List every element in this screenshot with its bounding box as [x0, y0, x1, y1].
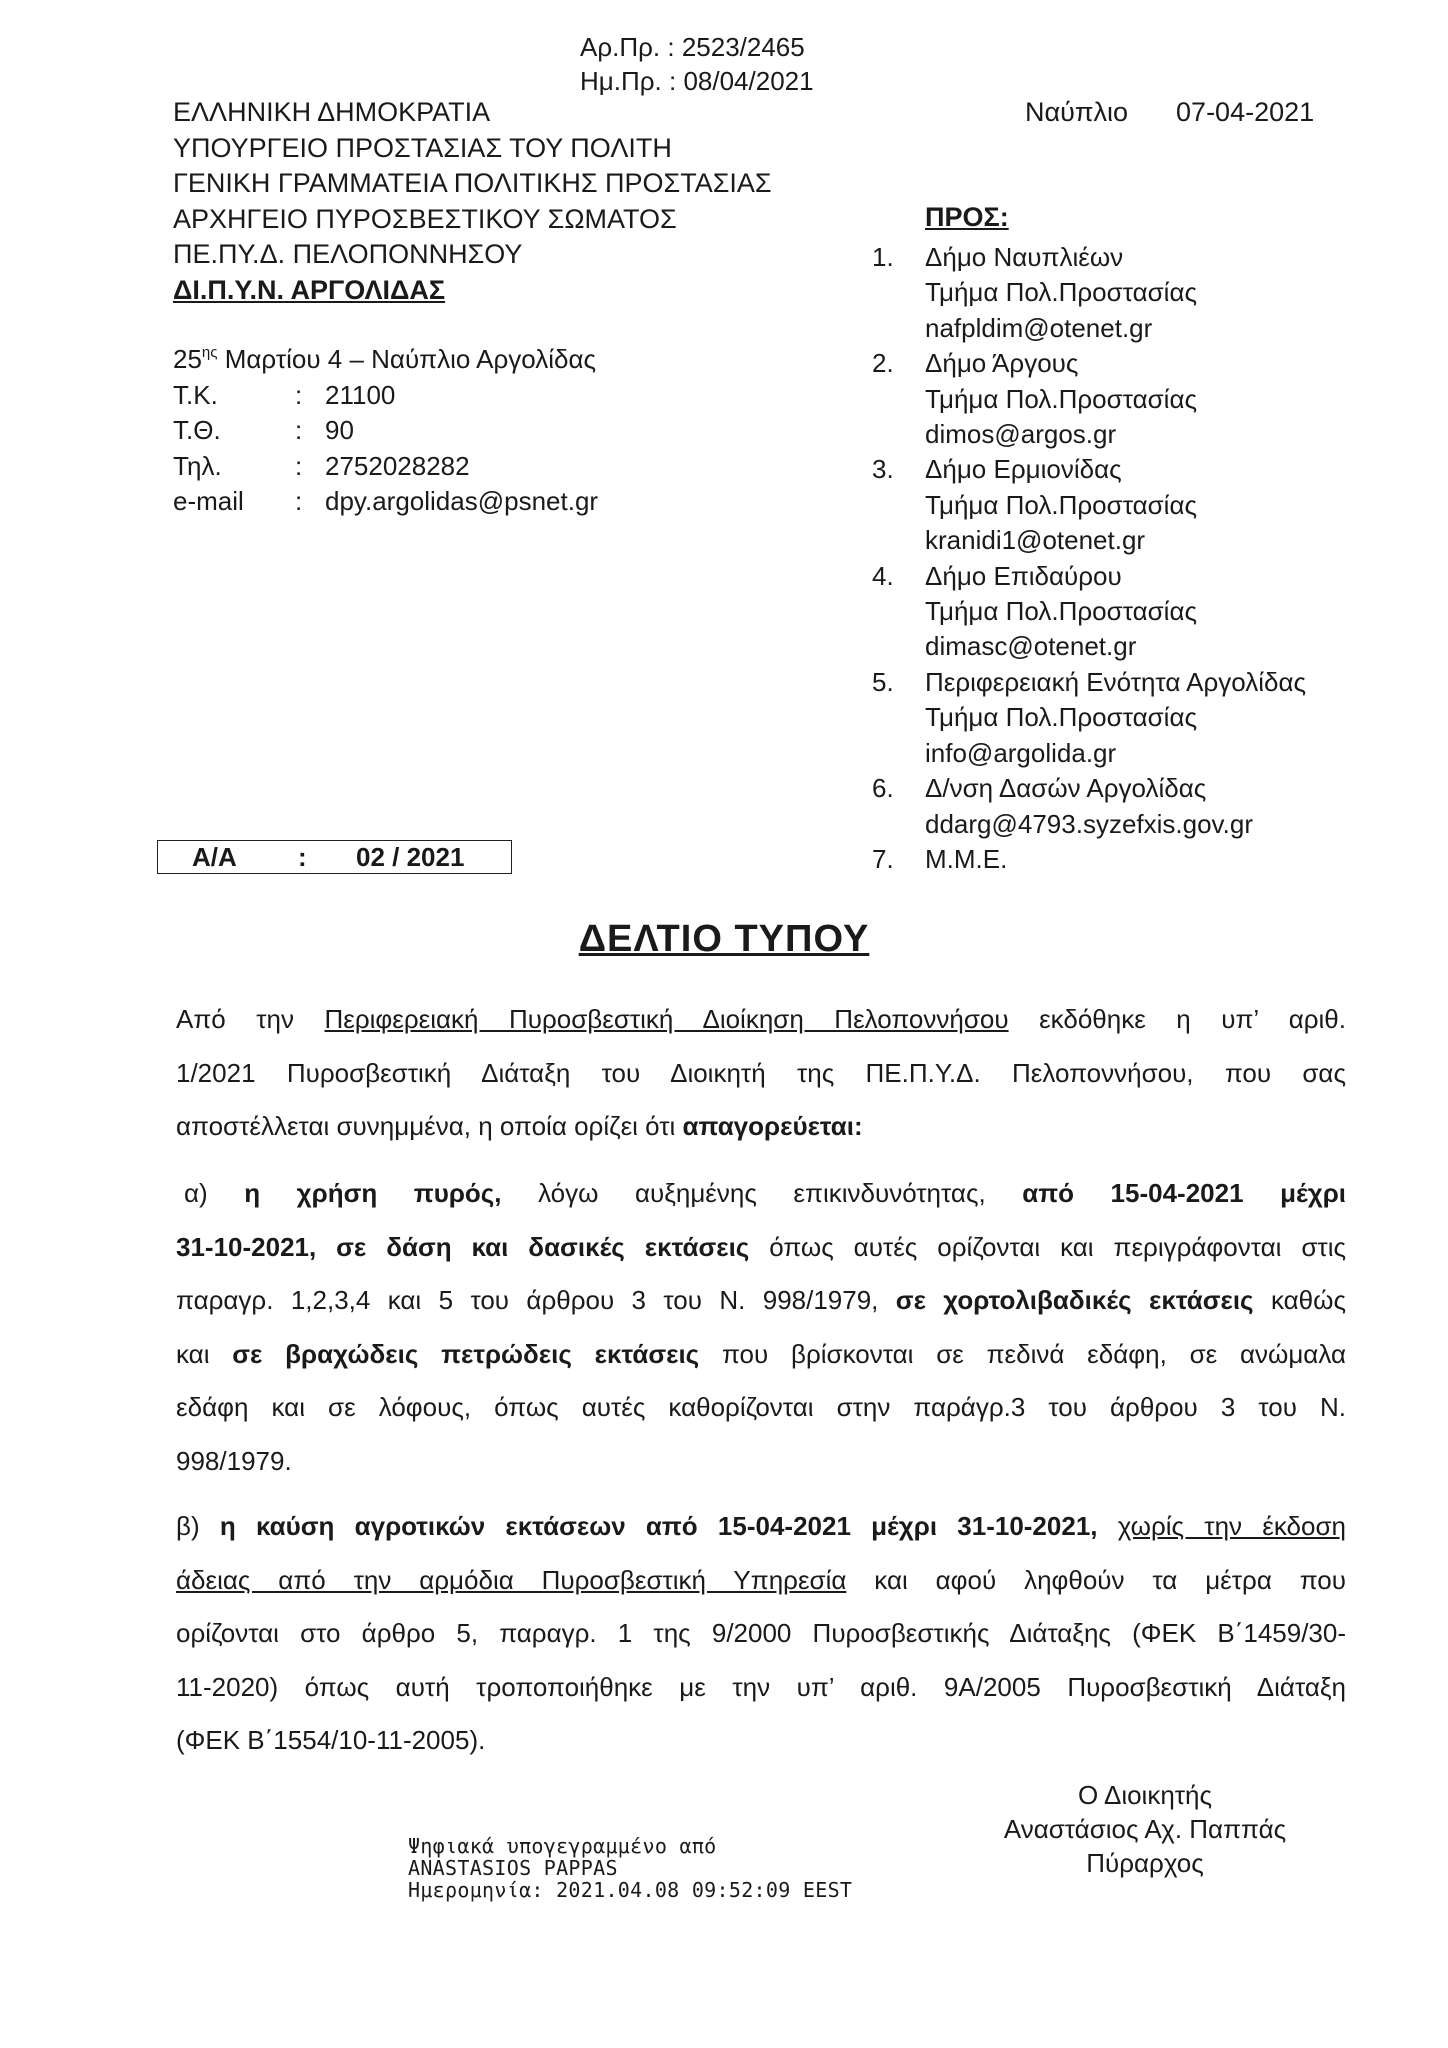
paragraph-b: β) η καύση αγροτικών εκτάσεων από 15-04-2021 μέχρι 31-10-2021, χωρίς την έκδοση άδειας από την αρμόδια Πυροσβεστική Υπηρεσία και αφού ληφθούν τα μέτρα που ορίζονται στο άρθρο 5, παραγρ. 1 της 9/2000 Πυροσβεστικής Διάταξης (ΦΕΚ Β΄1459/30- 11-2020) όπως αυτή τροποποιήθηκε με την υπ’ αριθ. 9Α/2005 Πυροσβεστική Διάταξη (ΦΕΚ Β΄1554/10-11-2005). — [176, 1511, 1346, 1755]
digital-signature-line: Ψηφιακά υπογεγραμμένο από — [408, 1834, 717, 1858]
recipient-item: 1. Δήμο Ναυπλιέων Τμήμα Πολ.Προστασίας nafpldim@otenet.gr — [872, 242, 1198, 343]
recipient-item: 3. Δήμο Ερμιονίδας Τμήμα Πολ.Προστασίας kranidi1@otenet.gr — [872, 454, 1198, 556]
signer-role: Ο Διοικητής — [1077, 1780, 1213, 1810]
recipient-item: 6. Δ/νση Δασών Αργολίδας ddarg@4793.syzefxis.gov.gr — [872, 773, 1253, 839]
paragraph-a: α) η χρήση πυρός, λόγω αυξημένης επικινδυνότητας, από 15-04-2021 μέχρι 31-10-2021, σε δάση και δασικές εκτάσεις όπως αυτές ορίζονται και περιγράφονται στις παραγρ. 1,2,3,4 και 5 του άρθρου 3 του Ν. 998/1979, σε χορτολιβαδικές εκτάσεις καθώς και σε βραχώδεις πετρώδεις εκτάσεις που βρίσκονται σε πεδινά εδάφη, σε ανώμαλα εδάφη και σε λόφους, όπως αυτές καθορίζονται στην παράγρ.3 του άρθρου 3 του Ν. 998/1979. — [176, 1178, 1346, 1476]
signature-block — [975, 1778, 1315, 1880]
recipient-item: 5. Περιφερειακή Ενότητα Αργολίδας Τμήμα Πολ.Προστασίας info@argolida.gr — [872, 666, 1307, 768]
sender-line: ΕΛΛΗΝΙΚΗ ΔΗΜΟΚΡΑΤΙΑ — [173, 97, 491, 127]
protocol-date: Ημ.Πρ. : 08/04/2021 — [580, 66, 814, 96]
signer-rank: Πύραρχος — [1086, 1848, 1204, 1878]
contact-row-pobox: Τ.Θ. : 90 — [173, 415, 354, 445]
issue-date: 07-04-2021 — [1176, 97, 1315, 127]
digital-signature-stamp — [408, 1835, 852, 1901]
reference-separator: : — [298, 842, 307, 872]
digital-signature-line: ANASTASIOS PAPPAS — [408, 1856, 618, 1880]
sender-line: ΥΠΟΥΡΓΕΙΟ ΠΡΟΣΤΑΣΙΑΣ ΤΟΥ ΠΟΛΙΤΗ — [173, 132, 672, 163]
document-title: ΔΕΛΤΙΟ ΤΥΠΟΥ — [578, 918, 870, 960]
recipient-item: 7. Μ.Μ.Ε. — [872, 843, 1008, 874]
contact-row-email: e-mail : dpy.argolidas@psnet.gr — [173, 486, 599, 516]
sender-line: ΠΕ.ΠΥ.Δ. ΠΕΛΟΠΟΝΝΗΣΟΥ — [173, 239, 523, 269]
intro-paragraph: Από την Περιφερειακή Πυροσβεστική Διοίκηση Πελοποννήσου εκδόθηκε η υπ’ αριθ. 1/2021 Πυροσβεστική Διάταξη του Διοικητή της ΠΕ.Π.Υ.Δ. Πελοποννήσου, που σας αποστέλλεται συνημμένα, η οποία ορίζει ότι απαγορεύεται: — [176, 1004, 1346, 1141]
place-date — [1025, 97, 1314, 128]
contact-row-phone: Τηλ. : 2752028282 — [173, 450, 470, 481]
recipients-title: ΠΡΟΣ: — [925, 202, 1009, 232]
sender-address: $25^{\eta\varsigma}$ Μαρτίου 4 – Ναύπλιο Αργολίδας — [173, 344, 597, 374]
sender-department: ΔΙ.Π.Υ.Ν. ΑΡΓΟΛΙΔΑΣ — [173, 274, 446, 305]
digital-signature-line: Ημερομηνία: 2021.04.08 09:52:09 EEST — [408, 1878, 853, 1902]
sender-block — [173, 95, 772, 308]
reference-box — [157, 840, 512, 874]
protocol-block — [580, 30, 814, 98]
sender-line: ΓΕΝΙΚΗ ΓΡΑΜΜΑΤΕΙΑ ΠΟΛΙΤΙΚΗΣ ΠΡΟΣΤΑΣΙΑΣ — [173, 168, 772, 198]
contact-row-postcode: Τ.Κ. : 21100 — [173, 379, 396, 410]
recipient-item: 4. Δήμο Επιδαύρου Τμήμα Πολ.Προστασίας dimasc@otenet.gr — [872, 560, 1198, 662]
contact-block — [173, 342, 598, 520]
recipients-list — [872, 240, 1306, 877]
place: Ναύπλιο — [1025, 97, 1129, 127]
reference-value: 02 / 2021 — [356, 842, 465, 872]
reference-label: Α/Α — [192, 842, 237, 872]
signer-name: Αναστάσιος Αχ. Παππάς — [1003, 1814, 1287, 1844]
sender-line: ΑΡΧΗΓΕΙΟ ΠΥΡΟΣΒΕΣΤΙΚΟΥ ΣΩΜΑΤΟΣ — [173, 203, 677, 234]
recipient-item: 2. Δήμο Άργους Τμήμα Πολ.Προστασίας dimos@argos.gr — [872, 348, 1198, 450]
protocol-number: Αρ.Πρ. : 2523/2465 — [580, 32, 805, 62]
